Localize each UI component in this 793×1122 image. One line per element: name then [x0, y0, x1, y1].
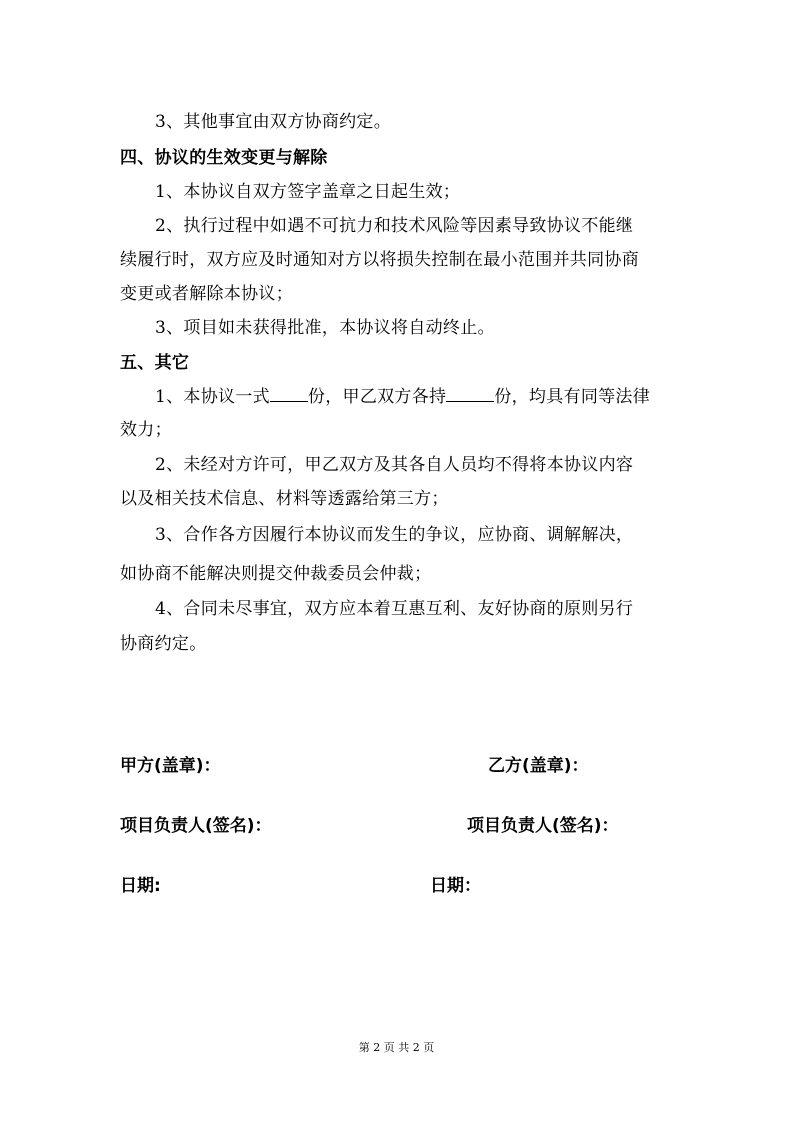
party-b-seal-label: 乙方(盖章)：: [488, 756, 589, 776]
section5-item1-text-b: 份，甲乙双方各持: [307, 387, 447, 407]
section3-item3: 3、其他事宜由双方协商约定。: [155, 112, 392, 132]
section5-heading: 五、其它: [120, 353, 190, 373]
section5-item1-text-a: 1、本协议一式: [155, 387, 270, 407]
copies-each-blank: [446, 385, 494, 402]
party-a-seal-label: 甲方(盖章)：: [120, 756, 221, 776]
section5-item1-line1: [155, 385, 680, 408]
section5-item3-line2: 如协商不能解决则提交仲裁委员会仲裁；: [120, 564, 432, 584]
party-b-date-label: 日期：: [430, 876, 481, 896]
section5-item4-line1: 4、合同未尽事宜，双方应本着互惠互利、友好协商的原则另行: [155, 599, 634, 619]
copies-total-blank: [270, 385, 308, 402]
section5-item2-line1: 2、未经对方许可，甲乙双方及其各自人员均不得将本协议内容: [155, 455, 634, 475]
section5-item1-text-c: 份，均具有同等法律: [494, 387, 651, 407]
party-a-date-label: 日期:: [120, 876, 161, 896]
section4-item1: 1、本协议自双方签字盖章之日起生效；: [155, 182, 461, 202]
party-a-lead-label: 项目负责人(签名)：: [120, 816, 272, 836]
section4-item3: 3、项目如未获得批准，本协议将自动终止。: [155, 318, 495, 338]
section4-heading: 四、协议的生效变更与解除: [120, 148, 328, 168]
section4-item2-line1: 2、执行过程中如遇不可抗力和技术风险等因素导致协议不能继: [155, 216, 634, 236]
section4-item2-line2: 续履行时，双方应及时通知对方以将损失控制在最小范围并共同协商: [120, 250, 639, 270]
page-footer: 第 2 页 共 2 页: [358, 1041, 435, 1054]
section5-item2-line2: 以及相关技术信息、材料等透露给第三方；: [120, 489, 449, 509]
section4-item2-line3: 变更或者解除本协议；: [120, 284, 293, 304]
section5-item3-line1: 3、合作各方因履行本协议而发生的争议，应协商、调解解决，: [155, 525, 634, 545]
section5-item4-line2: 协商约定。: [120, 634, 207, 654]
party-b-lead-label: 项目负责人(签名)：: [467, 816, 619, 836]
section5-item1-line2: 效力；: [120, 420, 172, 440]
